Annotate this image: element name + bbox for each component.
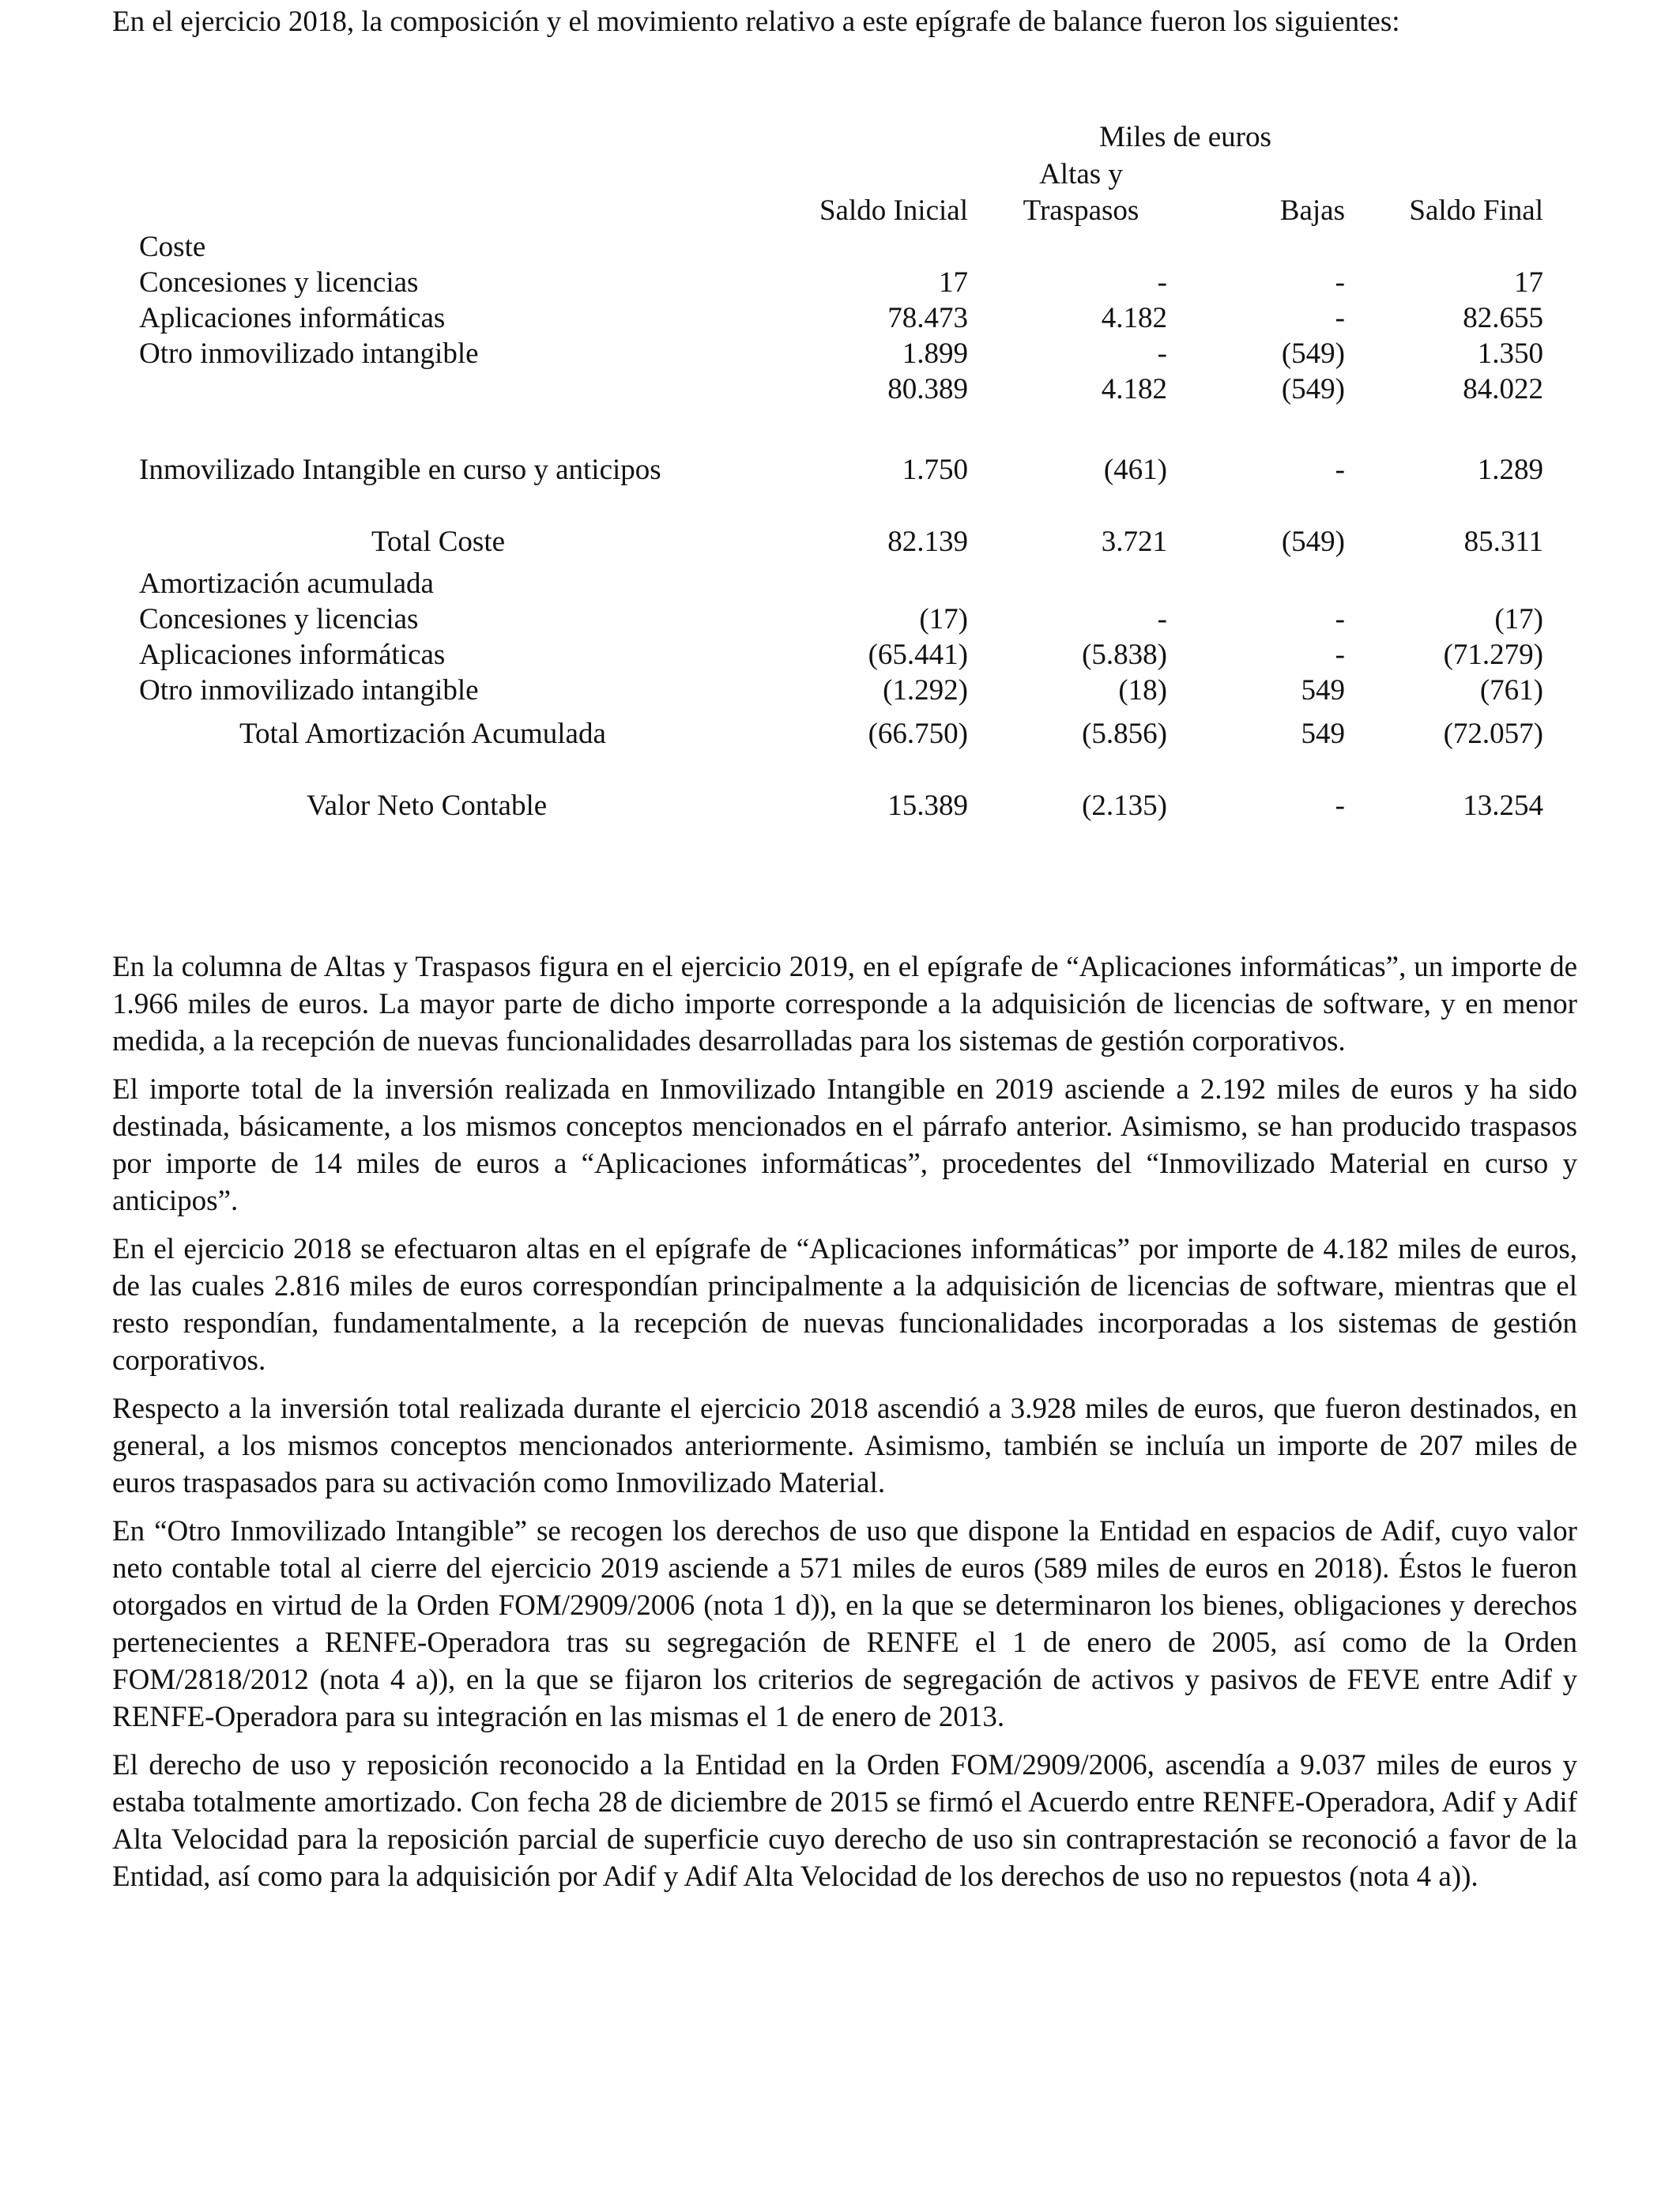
row-label: Valor Neto Contable <box>307 790 548 822</box>
cell-altas: (5.838) <box>1082 639 1167 671</box>
cell-saldo-inicial: 80.389 <box>887 373 968 405</box>
cell-altas: 3.721 <box>1101 526 1167 558</box>
cell-bajas: - <box>1335 790 1345 822</box>
paragraph: Respecto a la inversión total realizada durante el ejercicio 2018 ascendió a 3.928 miles de euros, que fueron destinados, en general, a los mismos conceptos mencionados anteriormente. Asimismo, también se incluía un importe de 207 miles de euros traspasados para su activación como Inmovilizado Material. <box>112 1393 1577 1499</box>
body-text <box>112 948 1577 1906</box>
cell-altas: (5.856) <box>1082 718 1167 750</box>
cell-altas: 4.182 <box>1101 373 1167 405</box>
cell-saldo-final: (72.057) <box>1443 718 1543 750</box>
section-label-coste: Coste <box>139 231 206 263</box>
cell-bajas: (549) <box>1281 373 1345 405</box>
section-label-amortizacion: Amortización acumulada <box>139 567 434 600</box>
row-label: Aplicaciones informáticas <box>139 302 446 334</box>
paragraph: En “Otro Inmovilizado Intangible” se recogen los derechos de uso que dispone la Entidad en espacios de Adif, cuyo valor neto contable total al cierre del ejercicio 2019 asciende a 571 miles de euros (589 miles de euros en 2018). Éstos le fueron otorgados en virtud de la Orden FOM/2909/2006 (nota 1 d)), en la que se determinaron los bienes, obligaciones y derechos pertenecientes a RENFE-Operadora tras su segregación de RENFE el 1 de enero de 2005, así como de la Orden FOM/2818/2012 (nota 4 a)), en la que se fijaron los criterios de segregación de activos y pasivos de FEVE entre Adif y RENFE-Operadora para su integración en las mismas el 1 de enero de 2013. <box>112 1515 1577 1733</box>
paragraph: En el ejercicio 2018 se efectuaron altas en el epígrafe de “Aplicaciones informáticas” por importe de 4.182 miles de euros, de las cuales 2.816 miles de euros correspondían principalmente a la adquisición de licencias de software, mientras que el resto respondían, fundamentalmente, a la recepción de nuevas funcionalidades incorporadas a los sistemas de gestión corporativos. <box>112 1233 1577 1377</box>
cell-saldo-final: (761) <box>1479 674 1543 707</box>
row-label: Aplicaciones informáticas <box>139 639 446 671</box>
cell-altas: - <box>1157 266 1167 299</box>
cell-saldo-final: 1.350 <box>1477 337 1543 370</box>
cell-saldo-inicial: 17 <box>939 266 968 299</box>
cell-saldo-final: 85.311 <box>1463 526 1543 558</box>
cell-bajas: - <box>1335 454 1345 486</box>
row-label: Concesiones y licencias <box>139 603 419 635</box>
cell-saldo-inicial: 15.389 <box>887 790 968 822</box>
units-header: Miles de euros <box>1099 121 1271 153</box>
cell-saldo-final: 1.289 <box>1477 454 1543 486</box>
cell-saldo-final: 13.254 <box>1463 790 1543 822</box>
row-label: Otro inmovilizado intangible <box>139 674 479 707</box>
cell-saldo-final: 17 <box>1514 266 1543 299</box>
cell-saldo-inicial: (65.441) <box>868 639 968 671</box>
cell-altas: (18) <box>1118 674 1167 707</box>
paragraph: El importe total de la inversión realizada en Inmovilizado Intangible en 2019 asciende a 2.192 miles de euros y ha sido destinada, básicamente, a los mismos conceptos mencionados en el párrafo anterior. Asimismo, se han producido traspasos por importe de 14 miles de euros a “Aplicaciones informáticas”, procedentes del “Inmovilizado Material en curso y anticipos”. <box>112 1073 1577 1217</box>
cell-saldo-inicial: (66.750) <box>868 718 968 750</box>
row-label: Total Amortización Acumulada <box>239 718 606 750</box>
cell-saldo-final: 82.655 <box>1463 302 1543 334</box>
cell-saldo-inicial: 78.473 <box>887 302 968 334</box>
intangible-assets-table <box>0 0 1680 854</box>
header-bajas: Bajas <box>1279 194 1345 227</box>
header-saldo-final: Saldo Final <box>1409 194 1543 227</box>
cell-altas: (2.135) <box>1082 790 1167 822</box>
cell-saldo-final: (17) <box>1494 603 1543 635</box>
cell-bajas: - <box>1335 266 1345 299</box>
cell-saldo-inicial: (1.292) <box>883 674 968 707</box>
cell-saldo-inicial: 1.899 <box>902 337 968 370</box>
row-label: Total Coste <box>371 526 506 558</box>
cell-altas: - <box>1157 337 1167 370</box>
row-label: Otro inmovilizado intangible <box>139 337 479 370</box>
header-saldo-inicial: Saldo Inicial <box>819 194 968 227</box>
cell-bajas: (549) <box>1281 337 1345 370</box>
cell-bajas: - <box>1335 639 1345 671</box>
cell-bajas: - <box>1335 302 1345 334</box>
cell-altas: (461) <box>1103 454 1167 486</box>
cell-saldo-inicial: (17) <box>919 603 968 635</box>
paragraph: En la columna de Altas y Traspasos figura en el ejercicio 2019, en el epígrafe de “Aplicaciones informáticas”, un importe de 1.966 miles de euros. La mayor parte de dicho importe corresponde a la adquisición de licencias de software, y en menor medida, a la recepción de nuevas funcionalidades desarrolladas para los sistemas de gestión corporativos. <box>112 951 1577 1057</box>
intro-sentence: En el ejercicio 2018, la composición y el movimiento relativo a este epígrafe de balance fueron los siguientes: <box>112 6 1400 38</box>
cell-altas: 4.182 <box>1101 302 1167 334</box>
header-altas-line2: Traspasos <box>1023 194 1139 227</box>
cell-bajas: - <box>1335 603 1345 635</box>
cell-saldo-inicial: 82.139 <box>887 526 968 558</box>
paragraph: El derecho de uso y reposición reconocido a la Entidad en la Orden FOM/2909/2006, ascendía a 9.037 miles de euros y estaba totalmente amortizado. Con fecha 28 de diciembre de 2015 se firmó el Acuerdo entre RENFE-Operadora, Adif y Adif Alta Velocidad para la reposición parcial de superficie cuyo derecho de uso sin contraprestación se reconoció a favor de la Entidad, así como para la adquisición por Adif y Adif Alta Velocidad de los derechos de uso no repuestos (nota 4 a)). <box>112 1749 1577 1893</box>
row-label: Concesiones y licencias <box>139 266 419 299</box>
cell-bajas: 549 <box>1301 718 1345 750</box>
header-altas-line1: Altas y <box>1039 158 1123 190</box>
cell-saldo-final: 84.022 <box>1463 373 1543 405</box>
cell-altas: - <box>1157 603 1167 635</box>
row-label: Inmovilizado Intangible en curso y anticipos <box>139 454 661 486</box>
cell-saldo-inicial: 1.750 <box>902 454 968 486</box>
cell-bajas: (549) <box>1281 526 1345 558</box>
cell-bajas: 549 <box>1301 674 1345 707</box>
cell-saldo-final: (71.279) <box>1443 639 1543 671</box>
